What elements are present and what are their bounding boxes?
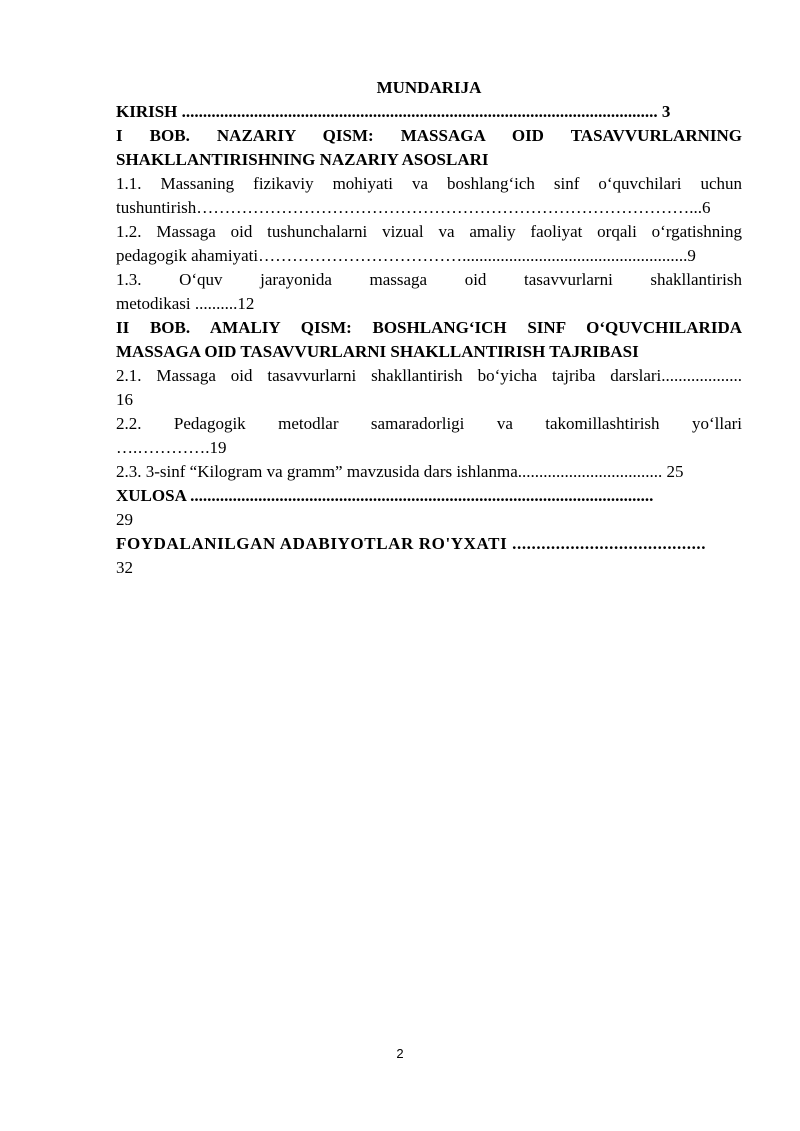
toc-entry-xulosa-line-1: XULOSA ............................................................................................................. <box>116 486 654 505</box>
toc-title: MUNDARIJA <box>376 78 482 97</box>
chapter-2-heading-line-1: II BOB. AMALIY QISM: BOSHLANG‘ICH SINF O‘QUVCHILARIDA <box>116 318 742 337</box>
toc-entry-references-line-2: 32 <box>116 558 133 577</box>
toc-entry-1-3-line-1: 1.3. O‘quv jarayonida massaga oid tasavvurlarni shakllantirish <box>116 270 742 289</box>
toc-entry-1-1-line-2: tushuntirish……………………………………………………………………………...6 <box>116 198 711 217</box>
page-number: 2 <box>396 1046 404 1061</box>
toc-entry-xulosa-line-2: 29 <box>116 510 133 529</box>
toc-entry-1-2-line-2: pedagogik ahamiyati……………………………….....................................................9 <box>116 246 696 265</box>
chapter-1-heading-line-1: I BOB. NAZARIY QISM: MASSAGA OID TASAVVURLARNING <box>116 126 742 145</box>
toc-entry-references-line-1: FOYDALANILGAN ADABIYOTLAR RO'YXATI ........................................ <box>116 534 707 553</box>
toc-entry-1-2-line-1: 1.2. Massaga oid tushunchalarni vizual va amaliy faoliyat orqali o‘rgatishning <box>116 222 742 241</box>
chapter-2-heading-line-2: MASSAGA OID TASAVVURLARNI SHAKLLANTIRISH TAJRIBASI <box>116 342 639 361</box>
toc-entry-2-1-line-1: 2.1. Massaga oid tasavvurlarni shakllantirish bo‘yicha tajriba darslari................... <box>116 366 742 385</box>
toc-entry-kirish: KIRISH ................................................................................................................ 3 <box>116 102 671 121</box>
chapter-1-heading-line-2: SHAKLLANTIRISHNING NAZARIY ASOSLARI <box>116 150 489 169</box>
toc-entry-1-3-line-2: metodikasi ..........12 <box>116 294 255 313</box>
toc-entry-2-2-line-1: 2.2. Pedagogik metodlar samaradorligi va takomillashtirish yo‘llari <box>116 414 742 433</box>
toc-entry-2-2-line-2: ….………….19 <box>116 438 227 457</box>
table-of-contents <box>116 76 742 580</box>
toc-entry-2-3: 2.3. 3-sinf “Kilogram va gramm” mavzusida dars ishlanma.................................. 25 <box>116 462 684 481</box>
toc-entry-2-1-line-2: 16 <box>116 390 133 409</box>
toc-entry-1-1-line-1: 1.1. Massaning fizikaviy mohiyati va boshlang‘ich sinf o‘quvchilari uchun <box>116 174 742 193</box>
